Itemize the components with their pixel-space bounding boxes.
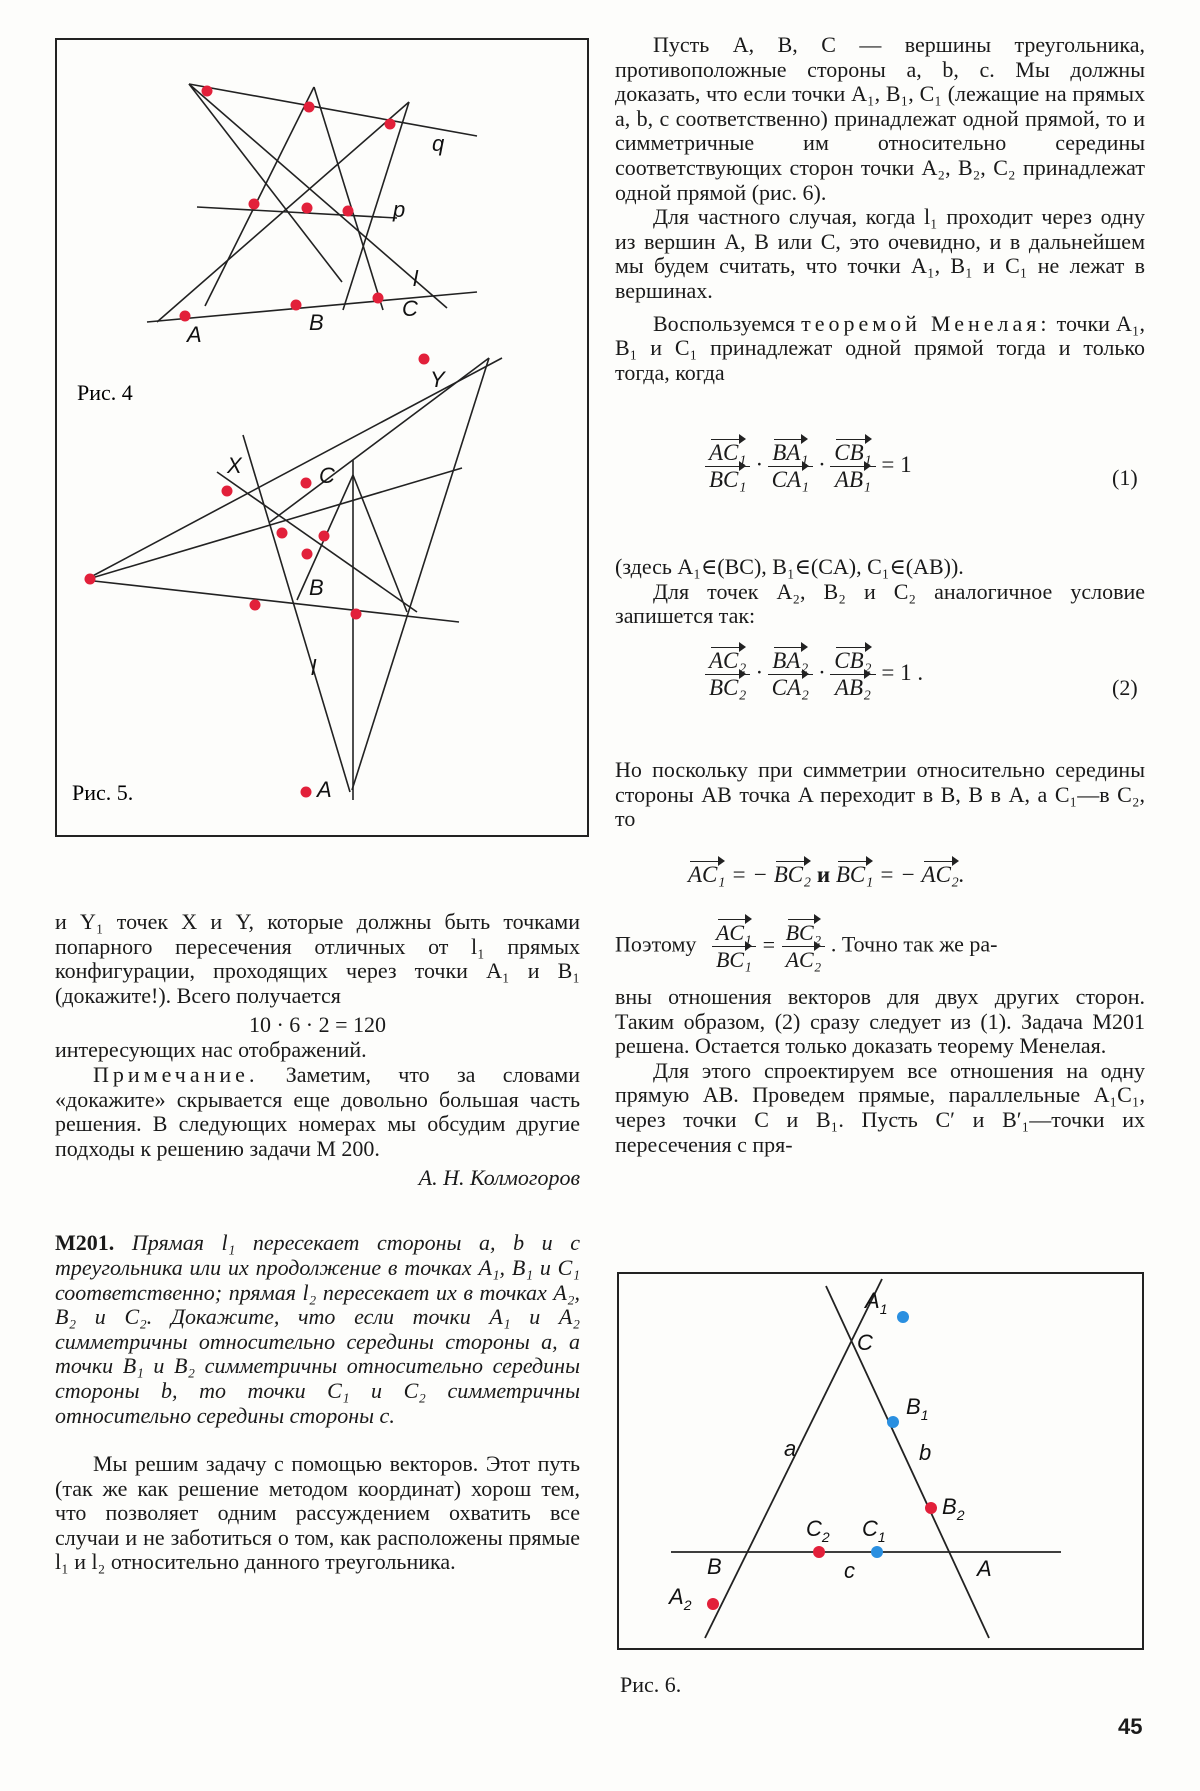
figure-6-drawing [619, 1274, 1142, 1648]
right-column-4 [615, 985, 1145, 1157]
figure-4-5-drawing [57, 40, 587, 835]
fig6-label-B2: $B_2$ [942, 1494, 965, 1523]
m201-label: М201. [55, 1230, 115, 1256]
author: А. Н. Колмогоров [418, 1165, 580, 1191]
fig6-label-c: c [844, 1558, 855, 1583]
fig5-label-A: A [317, 777, 332, 802]
note-text: Заметим, что за словами «докажите» скрывается еще довольно большая часть решения. В следующих номерах мы обсудим другие подходы к решению задачи М 200. [55, 1061, 580, 1161]
fig6-label-a: a [784, 1436, 797, 1461]
right-paragraph-5: Но поскольку при симметрии относительно середины стороны AB точка A переходит в B, B в A, а C₁—в C₂, то [615, 757, 1145, 832]
fig4-label-B: B [309, 310, 324, 335]
therefore-tail: . Точно так же ра- [830, 931, 998, 957]
right-paragraph-2: Для частного случая, когда l₁ проходит через одну из вершин A, B или C, это очевидно, и в дальнейшем мы будем считать, что точки A₁, B₁ и C₁ не лежат в вершинах. [615, 204, 1145, 303]
left-paragraph-1: и Y₁ точек X и Y, которые должны быть точками попарного пересечения отличных от l₁ прямых конфигурации, проходящих через точки A₁ и B₁ (докажите!). Всего получается [55, 909, 580, 1008]
equation-3: AC₁ = − BC₂ и BC₁ = − AC₂. [688, 862, 965, 887]
note-paragraph [55, 1063, 580, 1161]
equation-2-number: (2) [1112, 675, 1138, 700]
fig4-label-l: l [413, 266, 418, 291]
therefore-line: Поэтому $\frac{\text{AC₁}}{\text{BC₁}}$ = $\frac{\text{BC₂}}{\text{AC₂}}$ . Точно так же ра- [615, 920, 998, 972]
equation-1-number: (1) [1112, 465, 1138, 490]
right-column-3 [615, 758, 1145, 832]
right-paragraph-7: вны отношения векторов для двух других сторон. Таким образом, (2) сразу следует из (1). Задача М201 решена. Остается только доказать теорему Менелая. [615, 984, 1145, 1059]
fig6-label-A1: $A_1$ [865, 1288, 888, 1317]
where-clause: (здесь A₁∈(BC), B₁∈(CA), C₁∈(AB)). [615, 554, 964, 579]
right-column [615, 33, 1145, 385]
menelaus-text: точки A₁, B₁ и C₁ принадлежат одной прямой тогда и только тогда, когда [615, 310, 1146, 385]
fig5-label-l: l [311, 655, 316, 680]
m201-text: Прямая l₁ пересекает стороны a, b и c треугольника или их продолжение в точках A₁, B₁ и C₁ соответственно; прямая l₂ пересекает их в точках A₂, B₂ и C₂. Докажите, что если точки A₁ и A₂ симметричны относительно середины стороны a, а точки B₁ и B₂ симметричны относительно середины стороны b, то точки C₁ и C₂ симметричны относительно середины стороны c. [55, 1230, 581, 1428]
fig6-label-B: B [707, 1554, 722, 1579]
menelaus-intro: Воспользуемся [653, 310, 795, 336]
menelaus-theorem: теоремой Менелая: [801, 310, 1051, 336]
right-paragraph-8: Для этого спроектируем все отношения на одну прямую AB. Проведем прямые, параллельные A₁C₁, через точки C и B₁. Пусть C′ и B′₁—точки их пересечения с пря- [615, 1057, 1145, 1157]
fig5-label-B: B [309, 575, 324, 600]
fig6-label-B1: $B_1$ [906, 1394, 929, 1423]
fig6-label-C: C [857, 1330, 873, 1355]
left-paragraph-2: интересующих нас отображений. [55, 1037, 367, 1063]
equation-2: $\frac{\text{AC₂}}{\text{BC₂}}$ · $\frac{\text{BA₂}}{\text{CA₂}}$ · $\frac{\text{CB₂}}{\text{AB₂}}$ = 1 . [705, 648, 923, 701]
equation-1: $\frac{\text{AC₁}}{\text{BC₁}}$ · $\frac{\text{BA₁}}{\text{CA₁}}$ · $\frac{\text{CB₁}}{\text{AB₁}}$ = 1 [705, 440, 912, 493]
fig5-label-X: X [227, 453, 242, 478]
fig4-caption: Рис. 4 [77, 380, 133, 405]
right-paragraph-4: Для точек A₂, B₂ и C₂ аналогичное условие запишется так: [615, 578, 1145, 629]
left-column [55, 910, 580, 1575]
fig6-label-A: A [977, 1556, 992, 1581]
fig5-label-C: C [319, 463, 335, 488]
right-paragraph-3 [615, 312, 1145, 386]
therefore-label: Поэтому [615, 931, 697, 957]
figure-6-box [617, 1272, 1144, 1650]
fig6-label-b: b [919, 1440, 932, 1465]
fig4-label-A: A [187, 322, 202, 347]
right-paragraph-1: Пусть A, B, C — вершины треугольника, противоположные стороны a, b, c. Мы должны доказать, что если точки A₁, B₁, C₁ (лежащие на прямых a, b, c соответственно) принадлежат одной прямой, то и симметричные им относительно середины соответствующих сторон точки A₂, B₂, C₂ принадлежат одной прямой (рис. 6). [615, 32, 1145, 205]
note-label: Примечание. [93, 1061, 259, 1087]
count-formula: 10 · 6 · 2 = 120 [248, 1012, 387, 1038]
figure-4-5-box [55, 38, 589, 837]
fig5-caption: Рис. 5. [72, 780, 134, 805]
fig4-label-q: q [432, 131, 445, 156]
fig6-label-A2: $A_2$ [669, 1584, 692, 1613]
left-paragraph-3: Мы решим задачу с помощью векторов. Этот путь (так же как решение методом координат) хорош тем, что позволяет одним рассуждением охватить все случаи и не заботиться о том, как расположены прямые l₁ и l₂ относительно данного треугольника. [55, 1451, 580, 1575]
right-column-2 [615, 555, 1145, 629]
fig4-label-C: C [402, 296, 418, 321]
fig6-label-C1: $C_1$ [862, 1516, 886, 1545]
fig4-label-p: p [393, 197, 406, 222]
page-number: 45 [1118, 1714, 1143, 1739]
fig5-label-Y: Y [430, 367, 445, 392]
m201-problem [55, 1231, 580, 1428]
fig6-label-C2: $C_2$ [806, 1516, 830, 1545]
fig6-caption: Рис. 6. [620, 1672, 682, 1697]
